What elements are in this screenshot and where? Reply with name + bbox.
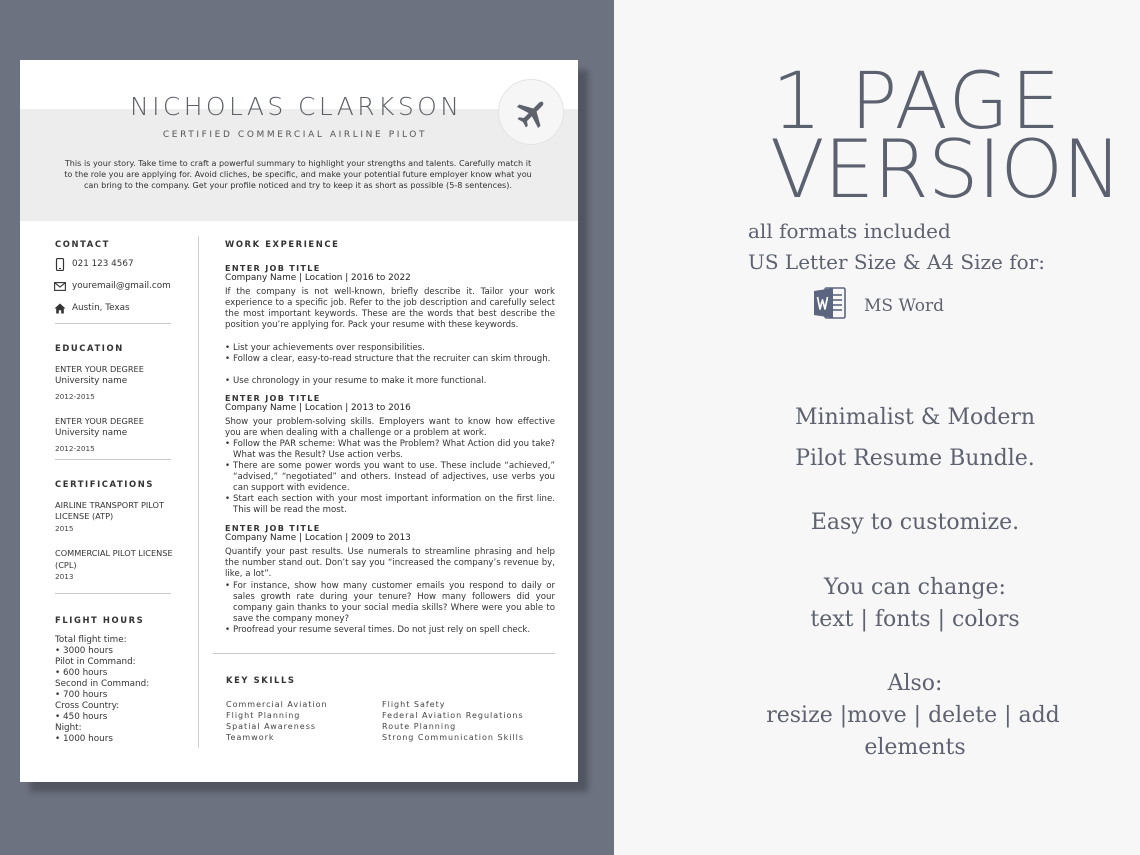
job-title: ENTER JOB TITLE — [225, 393, 321, 403]
job-bullet: • Use chronology in your resume to make it more functional. — [225, 376, 555, 387]
job-bullet: • For instance, show how many customer emails you respond to daily or sales growth rate during your tenure? How many followers did your company gain thanks to your social media skills? Where were you able to save the company money? — [225, 581, 555, 626]
flight-hours-label: Pilot in Command: — [55, 657, 136, 667]
certifications-heading: CERTIFICATIONS — [55, 479, 154, 489]
key-skills-heading: KEY SKILLS — [226, 675, 296, 685]
skill-item: Flight Planning — [226, 711, 301, 720]
skill-item: Strong Communication Skills — [382, 733, 525, 742]
skill-item: Commercial Aviation — [226, 700, 328, 709]
job-title: ENTER JOB TITLE — [225, 523, 321, 533]
formats-text: all formats included — [748, 219, 951, 243]
skill-item: Spatial Awareness — [226, 722, 317, 731]
column-divider — [198, 236, 199, 748]
degree: ENTER YOUR DEGREE — [55, 416, 144, 426]
word-icon — [813, 286, 847, 320]
flight-hours-label: Second in Command: — [55, 679, 150, 689]
job-bullet: • Follow the PAR scheme: What was the Problem? What Action did you take? What was the Result? Use action verbs. — [225, 439, 555, 461]
contact-heading: CONTACT — [55, 239, 110, 249]
certification-name: AIRLINE TRANSPORT PILOT — [55, 500, 165, 510]
job-title: ENTER JOB TITLE — [225, 263, 321, 273]
headline-version: VERSION — [770, 123, 1122, 216]
job-bullet: • Proofread your resume several times. Do not just rely on spell check. — [225, 625, 555, 636]
flight-hours-value: • 700 hours — [55, 690, 107, 700]
university: University name — [55, 428, 128, 438]
flight-hours-heading: FLIGHT HOURS — [55, 615, 145, 625]
flight-hours-value: • 450 hours — [55, 712, 107, 722]
resume-title: CERTIFIED COMMERCIAL AIRLINE PILOT — [162, 130, 428, 140]
skill-item: Route Planning — [382, 722, 457, 731]
divider — [55, 593, 171, 594]
airplane-badge — [498, 79, 564, 145]
promo-line-3: Easy to customize. — [810, 510, 1020, 535]
divider — [55, 323, 171, 324]
sizes-text: US Letter Size & A4 Size for: — [748, 250, 1045, 274]
job-bullet: • Start each section with your most important information on the first line. This will be read the most. — [225, 494, 555, 516]
certification-year: 2015 — [55, 524, 74, 533]
flight-hours-value: • 3000 hours — [55, 646, 113, 656]
flight-hours-value: • 1000 hours — [55, 734, 113, 744]
skill-item: Flight Safety — [382, 700, 446, 709]
email-icon — [54, 282, 66, 291]
home-icon — [54, 303, 66, 314]
contact-email: youremail@gmail.com — [72, 281, 171, 291]
flight-hours-label: Total flight time: — [55, 635, 127, 645]
skill-item: Teamwork — [226, 733, 275, 742]
job-bullet: • Follow a clear, easy-to-read structure that the recruiter can skim through. — [225, 354, 555, 365]
promo-line-4: You can change: — [824, 575, 1006, 600]
promo-line-1: Minimalist & Modern — [794, 405, 1036, 430]
divider — [55, 459, 171, 460]
job-description: If the company is not well-known, briefly describe it. Tailor your work experience to a specific job. Refer to the job description and carefully select the most important keywords. These are the words that best describe the position you’re applying for. Pack your resume with these keywords. — [225, 287, 555, 331]
headline-1-page: 1 PAGE — [772, 57, 1063, 147]
job-bullet: • There are some power words you want to use. These include “achieved,” “advised,” “negotiated” and others. Instead of adjectives, use verbs you can support with evidence. — [225, 461, 555, 494]
certification-name-2: LICENSE (ATP) — [55, 511, 114, 521]
divider — [213, 653, 555, 654]
profile-summary: This is your story. Take time to craft a powerful summary to highlight your strengths and talents. Carefully match it to the role you are applying for. Avoid cliches, be specific, and make your potential future employer know what you can bring to the company. Get your profile noticed and try to keep it as short as possible (5-8 sentences). — [64, 158, 532, 191]
contact-phone: 021 123 4567 — [72, 259, 134, 269]
job-company: Company Name | Location | 2013 to 2016 — [225, 403, 411, 413]
flight-hours-value: • 600 hours — [55, 668, 107, 678]
job-description: Quantify your past results. Use numerals to streamline phrasing and help the number stand out. Don’t say you “increased the company’s revenue by, like, a lot”. — [225, 547, 555, 580]
flight-hours-label: Cross Country: — [55, 701, 120, 711]
education-years: 2012-2015 — [55, 444, 95, 453]
university: University name — [55, 376, 128, 386]
phone-icon — [55, 258, 65, 271]
work-experience-heading: WORK EXPERIENCE — [225, 239, 340, 249]
education-years: 2012-2015 — [55, 392, 95, 401]
skill-item: Federal Aviation Regulations — [382, 711, 524, 720]
promo-line-2: Pilot Resume Bundle. — [795, 446, 1035, 471]
job-company: Company Name | Location | 2016 to 2022 — [225, 273, 411, 283]
job-bullet: • List your achievements over responsibilities. — [225, 343, 555, 354]
certification-name-2: (CPL) — [55, 560, 77, 570]
ms-word-label: MS Word — [864, 296, 945, 316]
contact-location: Austin, Texas — [72, 303, 130, 313]
certification-name: COMMERCIAL PILOT LICENSE — [55, 548, 173, 558]
certification-year: 2013 — [55, 572, 74, 581]
education-heading: EDUCATION — [55, 343, 124, 353]
job-description: Show your problem-solving skills. Employers want to know how effective you are when dealing with a challenge or a problem at work. — [225, 417, 555, 439]
flight-hours-label: Night: — [55, 723, 82, 733]
degree: ENTER YOUR DEGREE — [55, 364, 144, 374]
promo-line-7: resize |move | delete | add — [766, 703, 1060, 728]
promo-line-6: Also: — [887, 671, 943, 696]
promo-line-5: text | fonts | colors — [810, 607, 1020, 632]
promo-line-8: elements — [864, 735, 966, 760]
resume-page — [20, 60, 578, 782]
resume-name: NICHOLAS CLARKSON — [130, 92, 463, 121]
job-company: Company Name | Location | 2009 to 2013 — [225, 533, 411, 543]
airplane-icon — [514, 95, 550, 131]
